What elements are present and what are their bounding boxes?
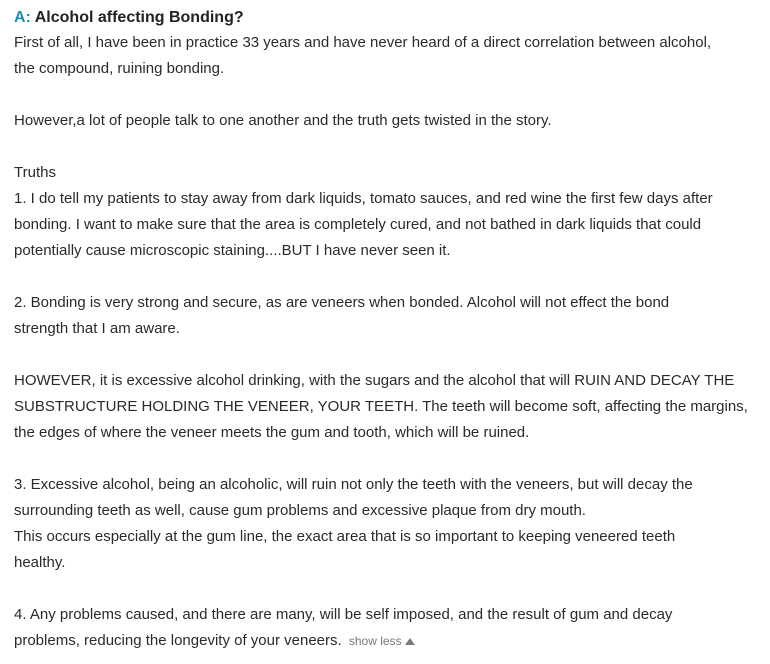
answer-text-line: 3. Excessive alcohol, being an alcoholic, will ruin not only the teeth with the veneers, but will decay the — [14, 476, 693, 493]
answer-text-line: HOWEVER, it is excessive alcohol drinking, with the sugars and the alcohol that will RUIN AND DECAY THE — [14, 372, 735, 389]
answer-text-line: the edges of where the veneer meets the gum and tooth, which will be ruined. — [14, 424, 530, 441]
answer-text-line: Truths — [14, 164, 56, 181]
paragraph-spacer — [14, 264, 766, 290]
answer-text-line: the compound, ruining bonding. — [14, 60, 225, 77]
answer-body — [14, 30, 766, 654]
triangle-up-icon — [405, 638, 415, 645]
answer-text-line: 1. I do tell my patients to stay away from dark liquids, tomato sauces, and red wine the first few days after — [14, 190, 713, 207]
answer-text-line: First of all, I have been in practice 33 years and have never heard of a direct correlation between alcohol, — [14, 34, 712, 51]
answer-text-line: strength that I am aware. — [14, 320, 180, 337]
paragraph-spacer — [14, 82, 766, 108]
answer-text-line: However,a lot of people talk to one another and the truth gets twisted in the story. — [14, 112, 552, 129]
answer-text-line: This occurs especially at the gum line, the exact area that is so important to keeping veneered teeth — [14, 528, 676, 545]
answer-text-line: healthy. — [14, 554, 66, 571]
answer-text-line: 2. Bonding is very strong and secure, as are veneers when bonded. Alcohol will not effect the bond — [14, 294, 670, 311]
answer-block — [14, 0, 766, 654]
answer-last-line-text: problems, reducing the longevity of your veneers. — [14, 632, 342, 649]
show-less-label: show less — [348, 634, 402, 648]
answer-heading — [14, 7, 766, 29]
answer-text-line: potentially cause microscopic staining....BUT I have never seen it. — [14, 242, 451, 259]
answer-title: Alcohol affecting Bonding? — [34, 9, 244, 26]
paragraph-spacer — [14, 134, 766, 160]
paragraph-spacer — [14, 576, 766, 602]
answer-text-line: SUBSTRUCTURE HOLDING THE VENEER, YOUR TEETH. The teeth will become soft, affecting the margins, — [14, 398, 748, 415]
show-less-button[interactable] — [349, 628, 415, 654]
answer-last-line — [14, 628, 766, 654]
answer-text-line: surrounding teeth as well, cause gum problems and excessive plaque from dry mouth. — [14, 502, 586, 519]
paragraph-spacer — [14, 342, 766, 368]
answer-prefix: A: — [14, 9, 31, 26]
answer-text-line: bonding. I want to make sure that the area is completely cured, and not bathed in dark liquids that could — [14, 216, 702, 233]
paragraph-spacer — [14, 446, 766, 472]
answer-text-line: 4. Any problems caused, and there are many, will be self imposed, and the result of gum and decay — [14, 606, 673, 623]
